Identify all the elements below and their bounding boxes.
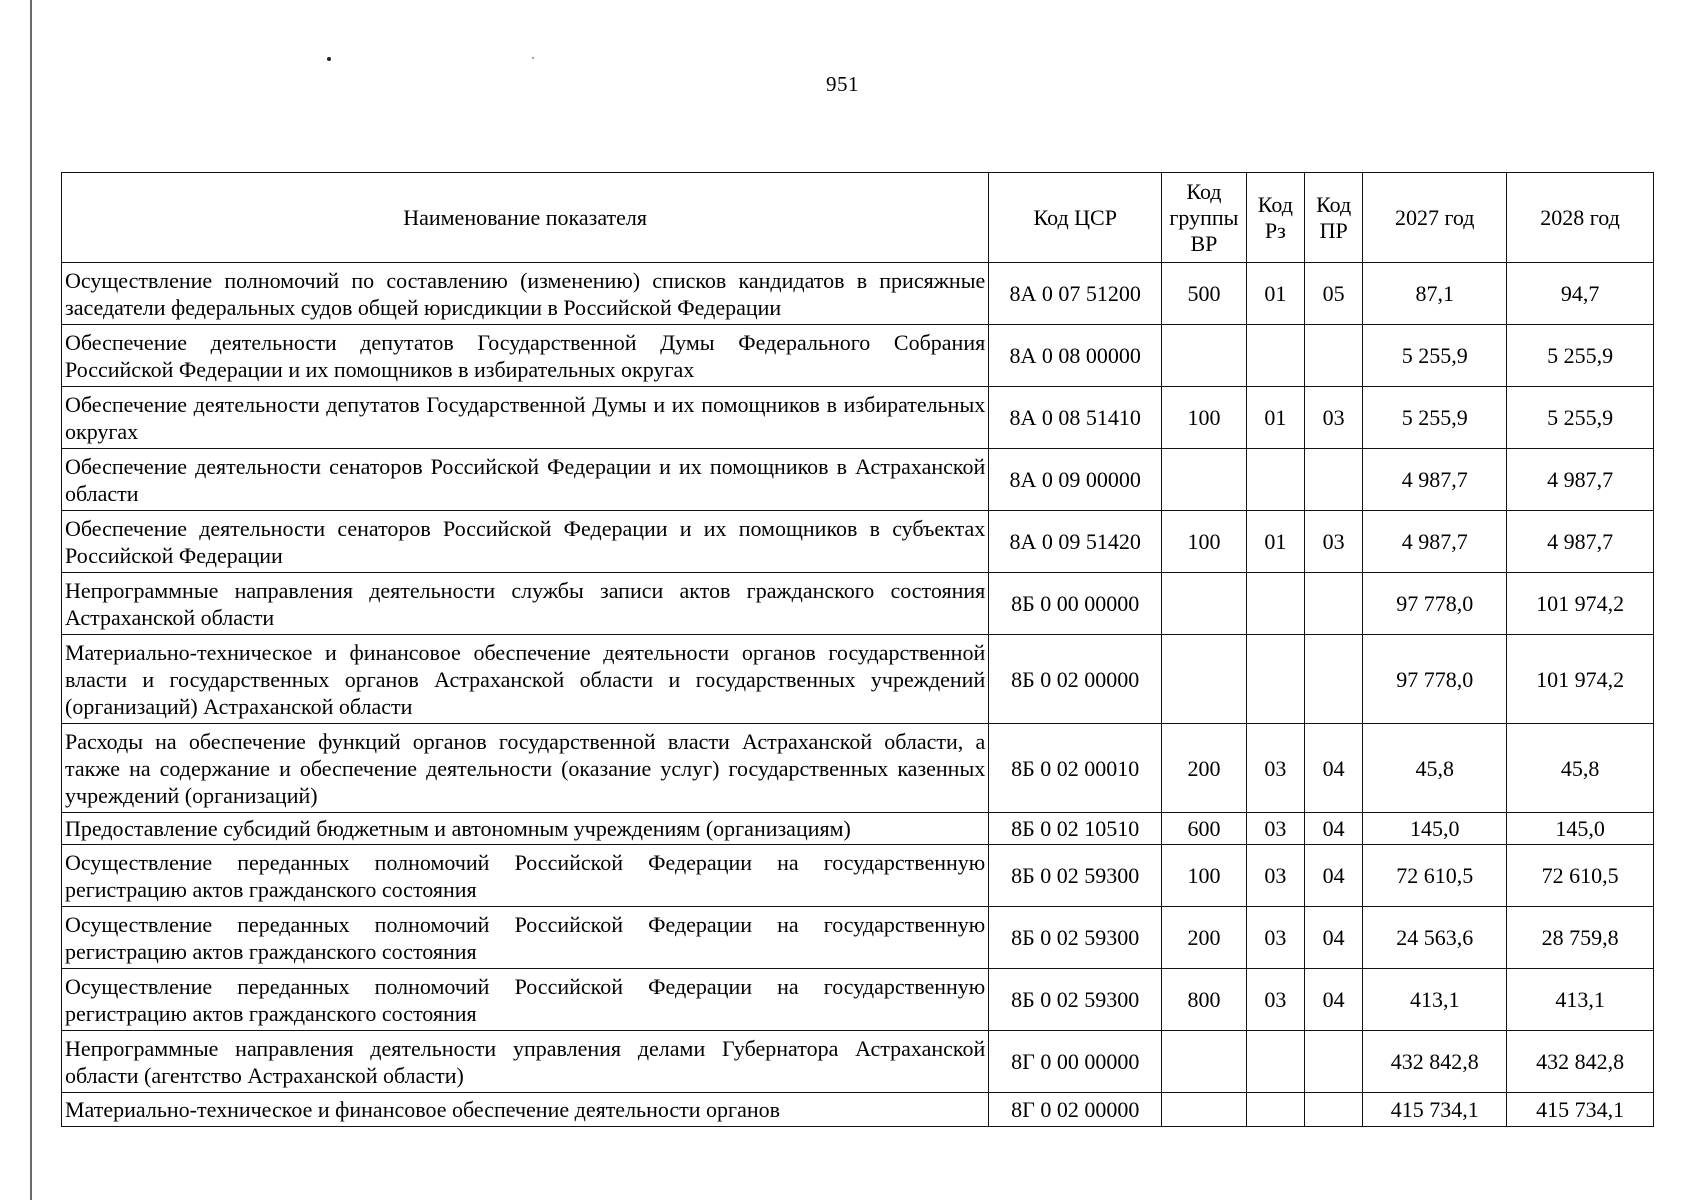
cell-vr: 100 — [1162, 511, 1246, 573]
cell-rz: 03 — [1246, 724, 1304, 813]
cell-rz — [1246, 1031, 1304, 1093]
cell-name: Осуществление переданных полномочий Российской Федерации на государственную регистрацию актов гражданского состояния — [62, 907, 989, 969]
cell-csr: 8Б 0 02 59300 — [989, 845, 1162, 907]
cell-name: Осуществление переданных полномочий Российской Федерации на государственную регистрацию актов гражданского состояния — [62, 969, 989, 1031]
cell-2027: 72 610,5 — [1363, 845, 1507, 907]
cell-rz: 01 — [1246, 511, 1304, 573]
cell-2027: 45,8 — [1363, 724, 1507, 813]
cell-vr: 200 — [1162, 907, 1246, 969]
cell-vr — [1162, 1031, 1246, 1093]
table-row — [62, 813, 1654, 845]
cell-rz: 03 — [1246, 907, 1304, 969]
table-row — [62, 325, 1654, 387]
cell-pr — [1305, 573, 1363, 635]
cell-pr — [1305, 449, 1363, 511]
cell-vr: 100 — [1162, 845, 1246, 907]
cell-pr: 04 — [1305, 969, 1363, 1031]
scan-edge-line — [30, 0, 32, 1200]
cell-2028: 145,0 — [1507, 813, 1654, 845]
scan-speck — [327, 57, 331, 61]
cell-rz — [1246, 449, 1304, 511]
cell-2027: 415 734,1 — [1363, 1093, 1507, 1127]
cell-vr: 600 — [1162, 813, 1246, 845]
header-2027: 2027 год — [1363, 173, 1507, 263]
cell-2028: 5 255,9 — [1507, 387, 1654, 449]
cell-csr: 8А 0 08 00000 — [989, 325, 1162, 387]
cell-vr — [1162, 1093, 1246, 1127]
table-header-row — [62, 173, 1654, 263]
cell-vr: 500 — [1162, 263, 1246, 325]
cell-name: Непрограммные направления деятельности службы записи актов гражданского состояния Астраханской области — [62, 573, 989, 635]
cell-2028: 28 759,8 — [1507, 907, 1654, 969]
cell-pr: 04 — [1305, 845, 1363, 907]
table-row — [62, 1031, 1654, 1093]
cell-2028: 432 842,8 — [1507, 1031, 1654, 1093]
table-row — [62, 573, 1654, 635]
cell-vr — [1162, 325, 1246, 387]
cell-rz: 03 — [1246, 845, 1304, 907]
cell-name: Непрограммные направления деятельности управления делами Губернатора Астраханской области (агентство Астраханской области) — [62, 1031, 989, 1093]
cell-2027: 87,1 — [1363, 263, 1507, 325]
cell-name: Обеспечение деятельности депутатов Государственной Думы Федерального Собрания Российской Федерации и их помощников в избирательных округах — [62, 325, 989, 387]
cell-vr: 100 — [1162, 387, 1246, 449]
cell-name: Материально-техническое и финансовое обеспечение деятельности органов — [62, 1093, 989, 1127]
cell-2027: 24 563,6 — [1363, 907, 1507, 969]
cell-rz — [1246, 325, 1304, 387]
table-row — [62, 969, 1654, 1031]
cell-csr: 8А 0 09 51420 — [989, 511, 1162, 573]
table-row — [62, 263, 1654, 325]
header-rz: Код Рз — [1246, 173, 1304, 263]
cell-2027: 4 987,7 — [1363, 511, 1507, 573]
cell-rz: 03 — [1246, 813, 1304, 845]
cell-2028: 415 734,1 — [1507, 1093, 1654, 1127]
cell-csr: 8Б 0 02 00010 — [989, 724, 1162, 813]
cell-csr: 8А 0 07 51200 — [989, 263, 1162, 325]
cell-name: Обеспечение деятельности сенаторов Российской Федерации и их помощников в субъектах Российской Федерации — [62, 511, 989, 573]
cell-pr — [1305, 635, 1363, 724]
cell-pr: 05 — [1305, 263, 1363, 325]
table-row — [62, 1093, 1654, 1127]
cell-csr: 8Б 0 00 00000 — [989, 573, 1162, 635]
cell-pr: 04 — [1305, 813, 1363, 845]
table-row — [62, 511, 1654, 573]
page-number: 951 — [826, 72, 859, 96]
cell-2028: 413,1 — [1507, 969, 1654, 1031]
table-row — [62, 387, 1654, 449]
header-2028: 2028 год — [1507, 173, 1654, 263]
cell-name: Материально-техническое и финансовое обеспечение деятельности органов государственной власти и государственных органов Астраханской области и государственных учреждений (организаций) Астраханской области — [62, 635, 989, 724]
table-row — [62, 635, 1654, 724]
cell-csr: 8А 0 08 51410 — [989, 387, 1162, 449]
table-row — [62, 907, 1654, 969]
cell-rz — [1246, 1093, 1304, 1127]
cell-2027: 145,0 — [1363, 813, 1507, 845]
cell-2027: 97 778,0 — [1363, 635, 1507, 724]
cell-csr: 8А 0 09 00000 — [989, 449, 1162, 511]
cell-csr: 8Б 0 02 59300 — [989, 969, 1162, 1031]
cell-vr — [1162, 635, 1246, 724]
budget-table — [61, 172, 1654, 1127]
cell-vr: 200 — [1162, 724, 1246, 813]
cell-rz — [1246, 635, 1304, 724]
cell-pr — [1305, 1031, 1363, 1093]
cell-vr — [1162, 573, 1246, 635]
cell-csr: 8Б 0 02 59300 — [989, 907, 1162, 969]
cell-2027: 432 842,8 — [1363, 1031, 1507, 1093]
cell-pr — [1305, 1093, 1363, 1127]
cell-csr: 8Б 0 02 00000 — [989, 635, 1162, 724]
cell-vr: 800 — [1162, 969, 1246, 1031]
cell-name: Обеспечение деятельности депутатов Государственной Думы и их помощников в избирательных округах — [62, 387, 989, 449]
cell-pr: 04 — [1305, 907, 1363, 969]
cell-2028: 94,7 — [1507, 263, 1654, 325]
cell-2027: 5 255,9 — [1363, 325, 1507, 387]
cell-name: Обеспечение деятельности сенаторов Российской Федерации и их помощников в Астраханской области — [62, 449, 989, 511]
cell-2028: 45,8 — [1507, 724, 1654, 813]
cell-vr — [1162, 449, 1246, 511]
cell-pr — [1305, 325, 1363, 387]
scan-speck — [532, 57, 534, 59]
table-row — [62, 724, 1654, 813]
cell-rz — [1246, 573, 1304, 635]
cell-2027: 5 255,9 — [1363, 387, 1507, 449]
cell-2028: 72 610,5 — [1507, 845, 1654, 907]
table-row — [62, 449, 1654, 511]
cell-name: Осуществление переданных полномочий Российской Федерации на государственную регистрацию актов гражданского состояния — [62, 845, 989, 907]
header-csr: Код ЦСР — [989, 173, 1162, 263]
cell-pr: 04 — [1305, 724, 1363, 813]
cell-2028: 4 987,7 — [1507, 511, 1654, 573]
cell-2028: 101 974,2 — [1507, 573, 1654, 635]
cell-2028: 5 255,9 — [1507, 325, 1654, 387]
header-pr: Код ПР — [1305, 173, 1363, 263]
cell-name: Осуществление полномочий по составлению (изменению) списков кандидатов в присяжные заседатели федеральных судов общей юрисдикции в Российской Федерации — [62, 263, 989, 325]
cell-pr: 03 — [1305, 511, 1363, 573]
table-row — [62, 845, 1654, 907]
header-vr: Код группы ВР — [1162, 173, 1246, 263]
cell-csr: 8Б 0 02 10510 — [989, 813, 1162, 845]
cell-name: Предоставление субсидий бюджетным и автономным учреждениям (организациям) — [62, 813, 989, 845]
cell-name: Расходы на обеспечение функций органов государственной власти Астраханской области, а также на содержание и обеспечение деятельности (оказание услуг) государственных казенных учреждений (организаций) — [62, 724, 989, 813]
cell-2027: 413,1 — [1363, 969, 1507, 1031]
cell-pr: 03 — [1305, 387, 1363, 449]
cell-rz: 03 — [1246, 969, 1304, 1031]
cell-rz: 01 — [1246, 387, 1304, 449]
cell-csr: 8Г 0 02 00000 — [989, 1093, 1162, 1127]
cell-2027: 97 778,0 — [1363, 573, 1507, 635]
cell-2027: 4 987,7 — [1363, 449, 1507, 511]
cell-2028: 4 987,7 — [1507, 449, 1654, 511]
cell-csr: 8Г 0 00 00000 — [989, 1031, 1162, 1093]
cell-2028: 101 974,2 — [1507, 635, 1654, 724]
header-name: Наименование показателя — [62, 173, 989, 263]
cell-rz: 01 — [1246, 263, 1304, 325]
